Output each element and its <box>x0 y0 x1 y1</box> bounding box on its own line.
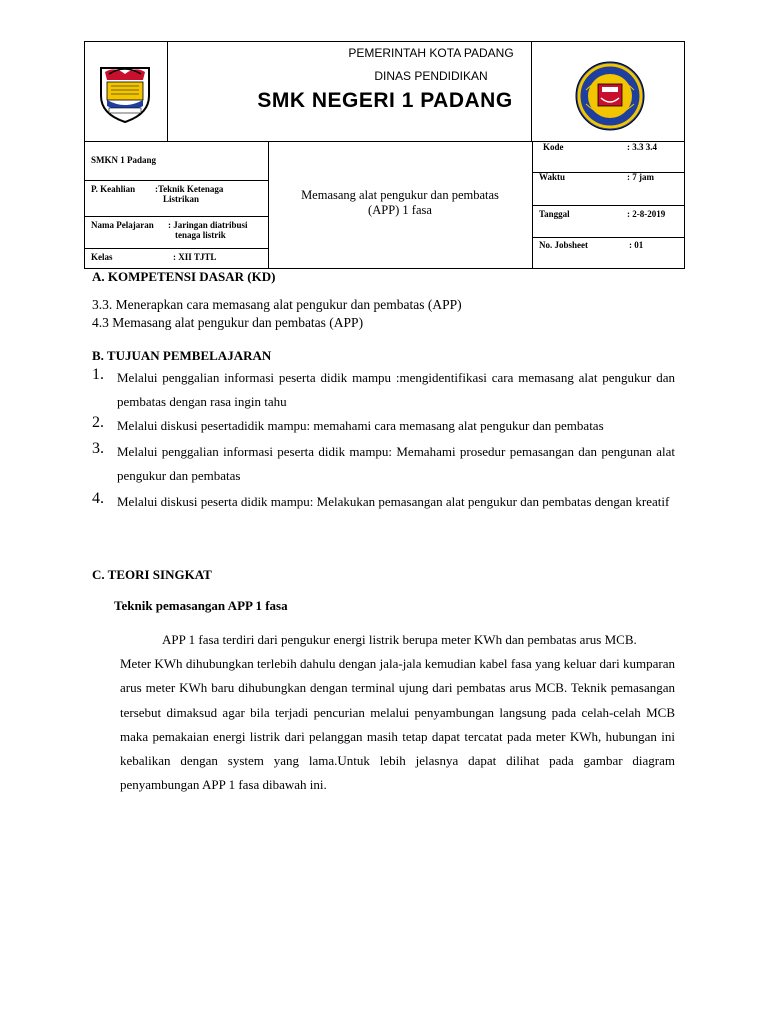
kelas-row <box>85 248 268 268</box>
jobsheet-value: : 01 <box>629 240 644 250</box>
kelas-label: Kelas <box>91 252 113 262</box>
pelajaran-value-1: : Jaringan diatribusi <box>168 220 248 230</box>
kelas-value: : XII TJTL <box>173 252 217 262</box>
right-logo-cell <box>531 42 685 141</box>
school-row <box>85 142 268 181</box>
goal-number-4: 4. <box>92 490 104 507</box>
jobsheet-title-line-2: (APP) 1 fasa <box>368 203 432 217</box>
goal-number-2: 2. <box>92 414 104 431</box>
department-name: DINAS PENDIDIKAN <box>374 69 488 83</box>
goal-item-3: Melalui penggalian informasi peserta didik mampu: Memahami prosedur pemasangan dan pengunan alat pengukur dan pembatas <box>117 444 675 483</box>
document-header <box>84 41 685 142</box>
theory-paragraph <box>120 628 675 797</box>
waktu-row <box>533 172 685 206</box>
jobsheet-info-table <box>84 142 685 269</box>
info-left-column <box>85 142 269 268</box>
left-logo-cell <box>85 42 168 141</box>
goal-number-3: 3. <box>92 440 104 457</box>
jobsheet-row <box>533 237 685 268</box>
keahlian-row <box>85 180 268 217</box>
padang-city-emblem-icon <box>95 62 155 124</box>
pelajaran-label: Nama Pelajaran <box>91 220 154 230</box>
kd-line-1: 3.3. Menerapkan cara memasang alat pengukur dan pembatas (APP) <box>92 297 462 312</box>
keahlian-value-2: Listrikan <box>163 194 200 204</box>
jobsheet-label: No. Jobsheet <box>539 240 588 250</box>
tanggal-row <box>533 205 685 238</box>
waktu-value: : 7 jam <box>627 172 654 182</box>
smk-school-badge-icon <box>574 60 646 132</box>
info-right-column <box>532 142 685 268</box>
tanggal-value: : 2-8-2019 <box>627 209 666 219</box>
kode-row <box>533 142 685 173</box>
goal-number-1: 1. <box>92 366 104 383</box>
jobsheet-title-line-1: Memasang alat pengukur dan pembatas <box>301 188 499 202</box>
section-b-heading: B. TUJUAN PEMBELAJARAN <box>92 348 272 363</box>
kd-line-2: 4.3 Memasang alat pengukur dan pembatas (APP) <box>92 315 364 330</box>
pelajaran-row <box>85 216 268 249</box>
waktu-label: Waktu <box>539 172 566 182</box>
theory-paragraph-first-line: APP 1 fasa terdiri dari pengukur energi listrik berupa meter KWh dan pembatas arus MCB. <box>162 632 637 647</box>
kode-label: Kode <box>543 142 564 152</box>
pelajaran-value-2: tenaga listrik <box>175 230 226 240</box>
section-a-heading: A. KOMPETENSI DASAR (KD) <box>92 269 276 284</box>
goal-item-1: Melalui penggalian informasi peserta didik mampu :mengidentifikasi cara memasang alat pengukur dan pembatas dengan rasa ingin tahu <box>117 370 675 409</box>
section-c-heading: C. TEORI SINGKAT <box>92 567 212 582</box>
goal-item-4: Melalui diskusi peserta didik mampu: Melakukan pemasangan alat pengukur dan pembatas dengan kreatif <box>117 494 670 509</box>
jobsheet-title <box>269 188 531 218</box>
keahlian-value-1: :Teknik Ketenaga <box>155 184 224 194</box>
theory-paragraph-body: Meter KWh dihubungkan terlebih dahulu dengan jala-jala kemudian kabel fasa yang keluar dari kumparan arus meter KWh baru dihubungkan dengan terminal ujung dari pembatas arus MCB. Teknik pemasangan tersebut dimaksud agar bila terjadi pencurian melalui penyambungan langsung pada celah-celah MCB maka pemakaian energi listrik dari pelanggan masih tetap dapat tercatat pada meter KWh, hubungan ini kebalikan dengan system yang lama.Untuk lebih jelasnya dapat dilihat pada gambar diagram penyambungan APP 1 fasa dibawah ini. <box>120 656 675 793</box>
school-name: SMK NEGERI 1 PADANG <box>257 89 513 112</box>
government-name: PEMERINTAH KOTA PADANG <box>348 46 514 60</box>
kode-value: : 3.3 3.4 <box>627 142 657 152</box>
goal-item-2: Melalui diskusi pesertadidik mampu: memahami cara memasang alat pengukur dan pembatas <box>117 418 604 433</box>
tanggal-label: Tanggal <box>539 209 570 219</box>
keahlian-label: P. Keahlian <box>91 184 136 194</box>
section-c-subheading: Teknik pemasangan APP 1 fasa <box>114 598 288 613</box>
school-short: SMKN 1 Padang <box>91 155 157 165</box>
